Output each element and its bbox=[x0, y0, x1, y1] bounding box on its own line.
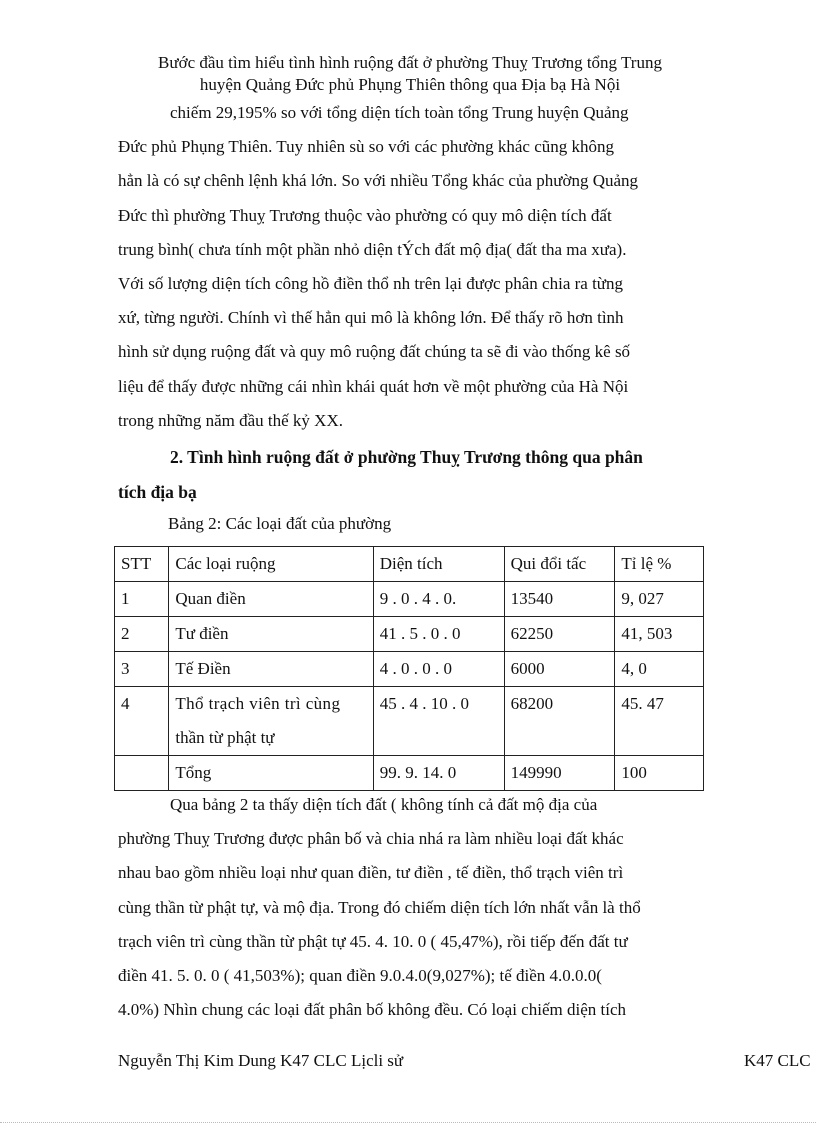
cell-stt: 4 bbox=[115, 687, 169, 756]
paragraph-line: cùng thần từ phật tự, và mộ địa. Trong đó chiếm diện tích lớn nhất vẫn là thổ bbox=[118, 897, 641, 917]
cell-ratio: 4, 0 bbox=[615, 652, 704, 687]
paragraph-line: trạch viên trì cùng thần từ phật tự 45. 4. 10. 0 ( 45,47%), rồi tiếp đến đất tư bbox=[118, 931, 628, 951]
cell-converted: 6000 bbox=[504, 652, 615, 687]
header-ratio: Tỉ lệ % bbox=[615, 547, 704, 582]
cell-area: 41 . 5 . 0 . 0 bbox=[373, 617, 504, 652]
cell-ratio: 9, 027 bbox=[615, 582, 704, 617]
footer-author: Nguyễn Thị Kim Dung K47 CLC Lịcli sử bbox=[118, 1051, 404, 1070]
section-heading-line: 2. Tình hình ruộng đất ở phường Thuỵ Trương thông qua phân bbox=[170, 447, 643, 467]
analysis-paragraph bbox=[118, 788, 698, 1027]
section-heading bbox=[118, 440, 698, 510]
footer-class: K47 CLC bbox=[744, 1051, 811, 1070]
intro-paragraph bbox=[118, 96, 698, 438]
paragraph-line: trung bình( chưa tính một phần nhỏ diện tÝch đất mộ địa( đất tha ma xưa). bbox=[118, 239, 627, 259]
table-row bbox=[115, 652, 704, 687]
paragraph-line: nhau bao gồm nhiều loại như quan điền, tư điền , tế điền, thổ trạch viên trì bbox=[118, 863, 624, 883]
paragraph-line: hình sử dụng ruộng đất và quy mô ruộng đất chúng ta sẽ đi vào thống kê số bbox=[118, 342, 631, 362]
paragraph-line: Với số lượng diện tích công hồ điền thổ nh trên lại được phân chia ra từng bbox=[118, 274, 624, 294]
header-line-2: huyện Quảng Đức phủ Phụng Thiên thông qua Địa bạ Hà Nội bbox=[199, 75, 621, 94]
paragraph-line: phường Thuỵ Trương được phân bố và chia nhá ra làm nhiều loại đất khác bbox=[118, 829, 624, 849]
paragraph-line: Qua bảng 2 ta thấy diện tích đất ( không tính cả đất mộ địa của bbox=[170, 795, 598, 814]
cell-land-type-line-2: thần từ phật tự bbox=[175, 728, 275, 747]
table-header-row bbox=[115, 547, 704, 582]
cell-ratio: 45. 47 bbox=[615, 687, 704, 756]
paragraph-line: liệu để thấy được những cái nhìn khái quát hơn về một phường của Hà Nội bbox=[118, 376, 629, 396]
cell-stt bbox=[115, 756, 169, 791]
paragraph-line: trong những năm đầu thế kỷ XX. bbox=[118, 410, 343, 430]
table-total-row bbox=[115, 756, 704, 791]
header-line-1: Bước đầu tìm hiểu tình hình ruộng đất ở phường Thuỵ Trương tổng Trung bbox=[158, 53, 662, 72]
table-row bbox=[115, 687, 704, 756]
page-header bbox=[118, 52, 702, 96]
table-caption: Bảng 2: Các loại đất của phường bbox=[168, 514, 392, 533]
cell-stt: 1 bbox=[115, 582, 169, 617]
cell-land-type: Tư điền bbox=[169, 617, 373, 652]
cell-land-type: Tổng bbox=[169, 756, 373, 791]
cell-area: 45 . 4 . 10 . 0 bbox=[373, 687, 504, 756]
cell-land-type-line-1: Thổ trạch viên trì cùng bbox=[175, 694, 341, 713]
paragraph-line: hẳn là có sự chênh lệnh khá lớn. So với nhiều Tổng khác của phường Quảng bbox=[118, 171, 639, 191]
paragraph-line: 4.0%) Nhìn chung các loại đất phân bố không đều. Có loại chiếm diện tích bbox=[118, 1000, 626, 1020]
cell-ratio: 41, 503 bbox=[615, 617, 704, 652]
cell-stt: 3 bbox=[115, 652, 169, 687]
header-converted: Qui đổi tấc bbox=[504, 547, 615, 582]
paragraph-line: xứ, từng người. Chính vì thế hẳn qui mô là không lớn. Để thấy rõ hơn tình bbox=[118, 308, 624, 328]
header-stt: STT bbox=[115, 547, 169, 582]
section-heading-line: tích địa bạ bbox=[118, 482, 197, 502]
cell-area: 9 . 0 . 4 . 0. bbox=[373, 582, 504, 617]
cell-area: 99. 9. 14. 0 bbox=[373, 756, 504, 791]
table-row bbox=[115, 582, 704, 617]
cell-converted: 68200 bbox=[504, 687, 615, 756]
header-area: Diện tích bbox=[373, 547, 504, 582]
cell-land-type bbox=[169, 687, 373, 756]
cell-converted: 149990 bbox=[504, 756, 615, 791]
paragraph-line: chiếm 29,195% so với tổng diện tích toàn tổng Trung huyện Quảng bbox=[170, 103, 629, 122]
header-land-type: Các loại ruộng bbox=[169, 547, 373, 582]
cell-converted: 62250 bbox=[504, 617, 615, 652]
paragraph-line: Đức phủ Phụng Thiên. Tuy nhiên sù so với các phường khác cũng không bbox=[118, 137, 615, 157]
cell-stt: 2 bbox=[115, 617, 169, 652]
table-row bbox=[115, 617, 704, 652]
land-types-table bbox=[114, 546, 704, 791]
paragraph-line: điền 41. 5. 0. 0 ( 41,503%); quan điền 9.0.4.0(9,027%); tế điền 4.0.0.0( bbox=[118, 966, 602, 986]
cell-land-type: Quan điền bbox=[169, 582, 373, 617]
cell-ratio: 100 bbox=[615, 756, 704, 791]
paragraph-line: Đức thì phường Thuỵ Trương thuộc vào phường có quy mô diện tích đất bbox=[118, 205, 612, 225]
cell-land-type: Tế Điền bbox=[169, 652, 373, 687]
cell-converted: 13540 bbox=[504, 582, 615, 617]
cell-area: 4 . 0 . 0 . 0 bbox=[373, 652, 504, 687]
